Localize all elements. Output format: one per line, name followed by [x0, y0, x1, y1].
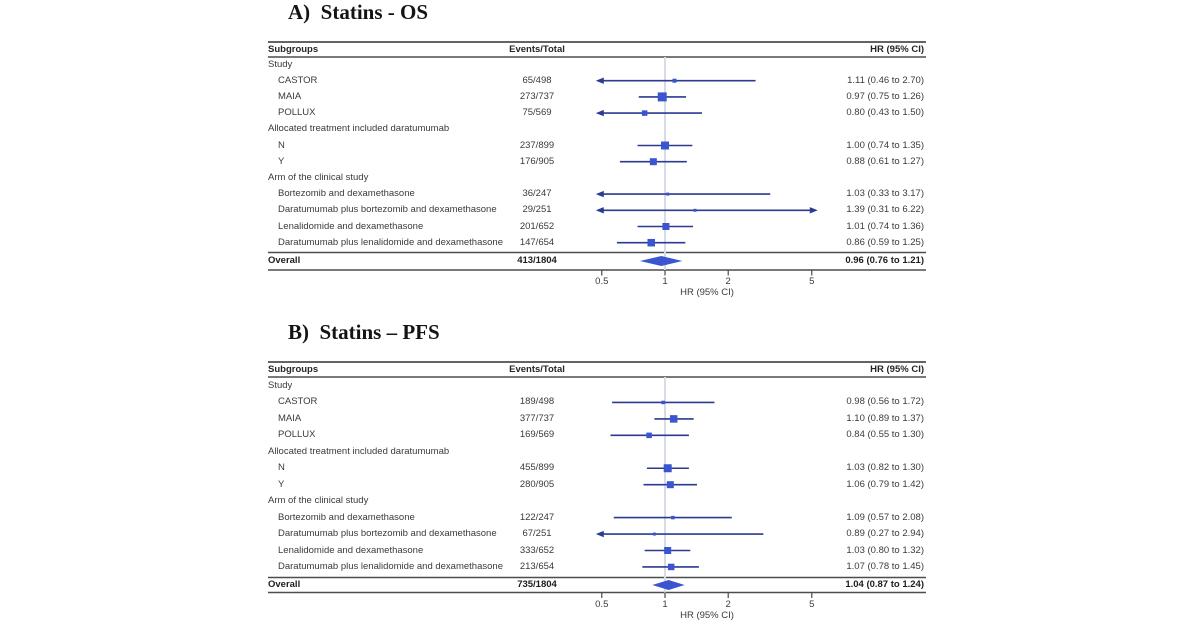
row-events-total: 147/654	[519, 236, 555, 248]
point-estimate-square	[662, 223, 669, 230]
axis-title: HR (95% CI)	[680, 609, 734, 621]
axis-tick-label: 0.5	[595, 598, 609, 610]
row-events-total: 29/251	[522, 204, 552, 216]
row-label: CASTOR	[278, 396, 318, 408]
row-label: Lenalidomide and dexamethasone	[278, 220, 424, 232]
row-label: MAIA	[278, 412, 302, 424]
row-label: Daratumumab plus bortezomib and dexamethasone	[278, 204, 497, 216]
column-header-subgroups-b: Subgroups	[268, 363, 319, 375]
row-events-total: 169/569	[519, 429, 555, 441]
overall-events-total: 413/1804	[517, 255, 557, 266]
row-events-total: 213/654	[519, 560, 555, 572]
subgroup-heading: Arm of the clinical study	[268, 171, 369, 183]
point-estimate-square	[670, 415, 678, 423]
row-hr-ci: 0.89 (0.27 to 2.94)	[846, 528, 924, 540]
point-estimate-square	[666, 193, 669, 196]
column-header-hr-b: HR (95% CI)	[870, 363, 924, 375]
row-label: Y	[278, 478, 285, 490]
row-events-total: 176/905	[519, 155, 555, 167]
row-hr-ci: 0.80 (0.43 to 1.50)	[846, 107, 924, 119]
overall-diamond	[640, 256, 682, 266]
point-estimate-square	[671, 516, 675, 520]
row-label: Lenalidomide and dexamethasone	[278, 544, 424, 556]
point-estimate-square	[646, 433, 652, 439]
row-label: Daratumumab plus lenalidomide and dexamethasone	[278, 236, 503, 248]
column-header-events-b: Events/Total	[509, 363, 565, 375]
row-events-total: 189/498	[519, 396, 555, 408]
row-events-total: 455/899	[519, 462, 555, 474]
subgroup-heading: Allocated treatment included daratumumab	[268, 445, 450, 457]
row-events-total: 237/899	[519, 139, 555, 151]
subgroup-heading: Allocated treatment included daratumumab	[268, 123, 450, 135]
row-events-total: 377/737	[519, 412, 555, 424]
row-hr-ci: 1.03 (0.80 to 1.32)	[846, 544, 924, 556]
column-header-subgroups-a: Subgroups	[268, 43, 319, 55]
axis-tick-label: 5	[809, 598, 815, 610]
row-label: N	[278, 139, 285, 151]
row-label: POLLUX	[278, 429, 316, 441]
row-events-total: 36/247	[522, 188, 552, 200]
row-hr-ci: 1.09 (0.57 to 2.08)	[846, 511, 924, 523]
row-label: Daratumumab plus bortezomib and dexamethasone	[278, 528, 497, 540]
overall-label: Overall	[268, 255, 301, 266]
row-events-total: 333/652	[519, 544, 555, 556]
row-label: MAIA	[278, 90, 302, 102]
point-estimate-square	[661, 142, 669, 150]
row-hr-ci: 1.39 (0.31 to 6.22)	[846, 204, 924, 216]
row-label: Bortezomib and dexamethasone	[278, 511, 415, 523]
row-hr-ci: 0.86 (0.59 to 1.25)	[846, 236, 924, 248]
row-hr-ci: 0.84 (0.55 to 1.30)	[846, 429, 924, 441]
point-estimate-square	[642, 110, 648, 116]
row-hr-ci: 1.10 (0.89 to 1.37)	[846, 412, 924, 424]
row-events-total: 280/905	[519, 478, 555, 490]
row-label: N	[278, 462, 285, 474]
row-hr-ci: 1.06 (0.79 to 1.42)	[846, 478, 924, 490]
overall-diamond	[652, 580, 684, 590]
row-events-total: 122/247	[519, 511, 555, 523]
subgroup-heading: Study	[268, 380, 293, 391]
row-events-total: 65/498	[522, 74, 552, 86]
row-hr-ci: 0.88 (0.61 to 1.27)	[846, 155, 924, 167]
row-hr-ci: 1.01 (0.74 to 1.36)	[846, 220, 924, 232]
row-label: Bortezomib and dexamethasone	[278, 188, 415, 200]
row-label: POLLUX	[278, 107, 316, 119]
row-hr-ci: 1.07 (0.78 to 1.45)	[846, 560, 924, 572]
row-hr-ci: 1.03 (0.33 to 3.17)	[846, 188, 924, 200]
overall-events-total: 735/1804	[517, 579, 557, 590]
point-estimate-square	[668, 564, 675, 571]
point-estimate-square	[664, 464, 672, 472]
row-label: Y	[278, 155, 285, 167]
row-hr-ci: 0.98 (0.56 to 1.72)	[846, 396, 924, 408]
point-estimate-square	[694, 209, 697, 212]
row-hr-ci: 1.11 (0.46 to 2.70)	[847, 74, 924, 86]
row-hr-ci: 1.03 (0.82 to 1.30)	[846, 462, 924, 474]
column-header-events-a: Events/Total	[509, 43, 565, 55]
point-estimate-square	[664, 547, 671, 554]
overall-hr-ci: 1.04 (0.87 to 1.24)	[845, 579, 924, 590]
row-label: Daratumumab plus lenalidomide and dexamethasone	[278, 560, 503, 572]
overall-hr-ci: 0.96 (0.76 to 1.21)	[845, 255, 924, 266]
row-label: CASTOR	[278, 74, 318, 86]
point-estimate-square	[673, 79, 677, 83]
row-events-total: 201/652	[519, 220, 555, 232]
row-hr-ci: 1.00 (0.74 to 1.35)	[846, 139, 924, 151]
point-estimate-square	[658, 92, 667, 101]
row-events-total: 75/569	[522, 107, 552, 119]
axis-tick-label: 0.5	[595, 276, 609, 287]
point-estimate-square	[650, 158, 657, 165]
point-estimate-square	[661, 401, 665, 405]
row-hr-ci: 0.97 (0.75 to 1.26)	[846, 90, 924, 102]
axis-tick-label: 1	[662, 276, 668, 287]
point-estimate-square	[667, 481, 674, 488]
subgroup-heading: Study	[268, 58, 293, 70]
column-header-hr-a: HR (95% CI)	[870, 43, 924, 55]
axis-tick-label: 1	[662, 598, 668, 610]
overall-label: Overall	[268, 579, 301, 590]
axis-title: HR (95% CI)	[680, 287, 734, 298]
panel-a-title: A) Statins - OS	[288, 0, 429, 24]
row-events-total: 273/737	[519, 90, 555, 102]
point-estimate-square	[647, 239, 655, 247]
row-events-total: 67/251	[522, 528, 552, 540]
panel-b-title: B) Statins – PFS	[288, 320, 440, 344]
axis-tick-label: 5	[809, 276, 815, 287]
subgroup-heading: Arm of the clinical study	[268, 495, 369, 507]
axis-tick-label: 2	[725, 276, 731, 287]
axis-tick-label: 2	[725, 598, 731, 610]
point-estimate-square	[653, 533, 656, 536]
